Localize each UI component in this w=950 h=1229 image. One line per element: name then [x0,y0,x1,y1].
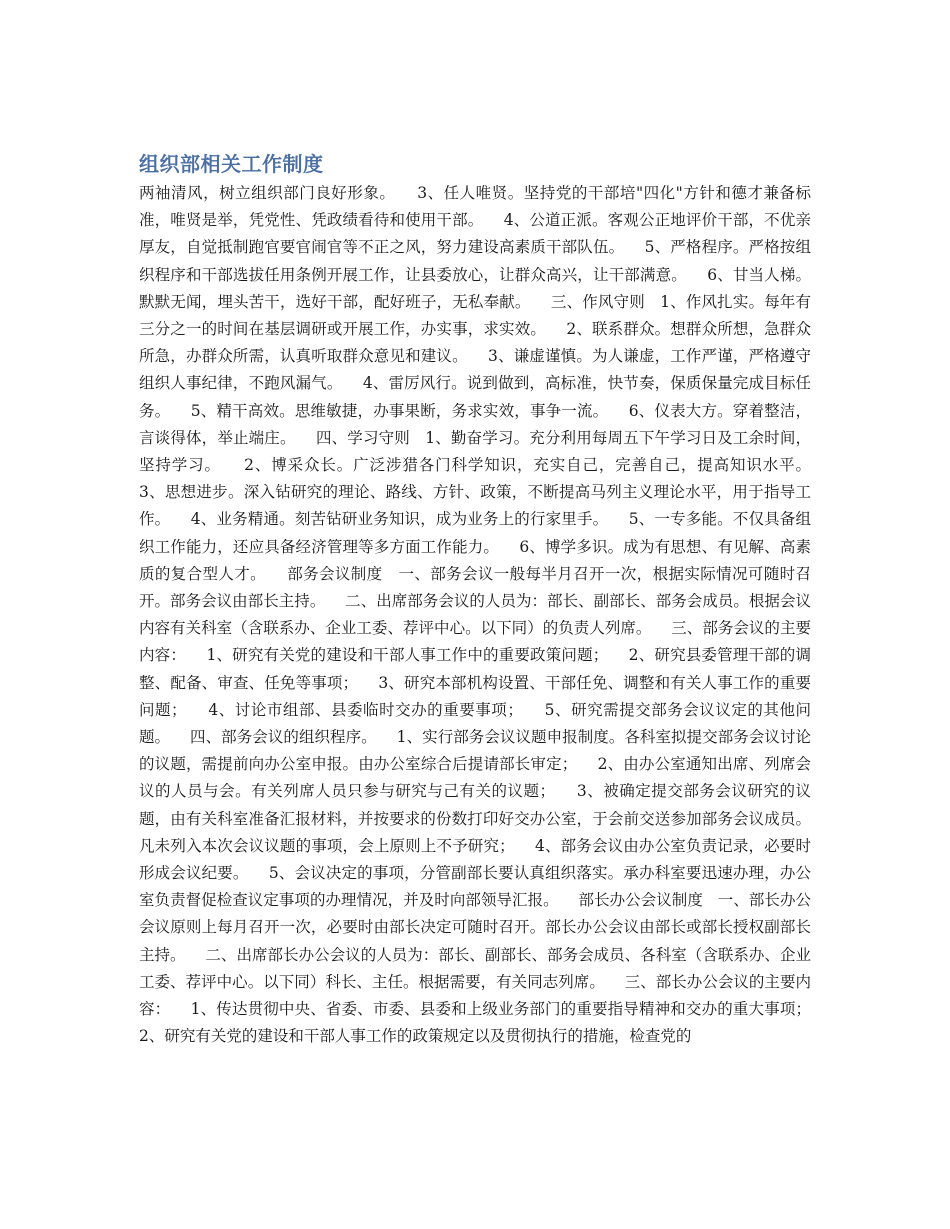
document-title: 组织部相关工作制度 [139,152,324,176]
document-body-text: 两袖清风，树立组织部门良好形象。 3、任人唯贤。坚持党的干部培"四化"方针和德才兼备标准，唯贤是举，凭党性、凭政绩看待和使用干部。 4、公道正派。客观公正地评价干部，不优亲厚友，自觉抵制跑官要官闹官等不正之风，努力建设高素质干部队伍。 5、严格程序。严格按组织程序和干部选拔任用条例开展工作，让县委放心，让群众高兴，让干部满意。 6、甘当人梯。默默无闻，埋头苦干，选好干部，配好班子，无私奉献。 三、作风守则 1、作风扎实。每年有三分之一的时间在基层调研或开展工作，办实事，求实效。 2、联系群众。想群众所想，急群众所急，办群众所需，认真听取群众意见和建议。 3、谦虚谨慎。为人谦虚，工作严谨，严格遵守组织人事纪律，不跑风漏气。 4、雷厉风行。说到做到，高标准，快节奏，保质保量完成目标任务。 5、精干高效。思维敏捷，办事果断，务求实效，事争一流。 6、仪表大方。穿着整洁，言谈得体，举止端庄。 四、学习守则 1、勤奋学习。充分利用每周五下午学习日及工余时间，坚持学习。 2、博采众长。广泛涉猎各门科学知识，充实自己，完善自己，提高知识水平。 3、思想进步。深入钻研究的理论、路线、方针、政策，不断提高马列主义理论水平，用于指导工作。 4、业务精通。刻苦钻研业务知识，成为业务上的行家里手。 5、一专多能。不仅具备组织工作能力，还应具备经济管理等多方面工作能力。 6、博学多识。成为有思想、有见解、高素质的复合型人才。 部务会议制度 一、部务会议一般每半月召开一次，根据实际情况可随时召开。部务会议由部长主持。 二、出席部务会议的人员为：部长、副部长、部务会成员。根据会议内容有关科室（含联系办、企业工委、荐评中心。以下同）的负责人列席。 三、部务会议的主要内容： 1、研究有关党的建设和干部人事工作中的重要政策问题； 2、研究县委管理干部的调整、配备、审查、任免等事项； 3、研究本部机构设置、干部任免、调整和有关人事工作的重要问题； 4、讨论市组部、县委临时交办的重要事项； 5、研究需提交部务会议议定的其他问题。 四、部务会议的组织程序。 1、实行部务会议议题申报制度。各科室拟提交部务会议讨论的议题，需提前向办公室申报。由办公室综合后提请部长审定； 2、由办公室通知出席、列席会议的人员与会。有关列席人员只参与研究与己有关的议题； 3、被确定提交部务会议研究的议题，由有关科室准备汇报材料，并按要求的份数打印好交办公室，于会前交送参加部务会议成员。凡未列入本次会议议题的事项，会上原则上不予研究； 4、部务会议由办公室负责记录，必要时形成会议纪要。 5、会议决定的事项，分管副部长要认真组织落实。承办科室要迅速办理，办公室负责督促检查议定事项的办理情况，并及时向部领导汇报。 部长办公会议制度 一、部长办公会议原则上每月召开一次，必要时由部长决定可随时召开。部长办公会议由部长或部长授权副部长主持。 二、出席部长办公会议的人员为：部长、副部长、部务会成员、各科室（含联系办、企业工委、荐评中心。以下同）科长、主任。根据需要，有关同志列席。 三、部长办公会议的主要内容： 1、传达贯彻中央、省委、市委、县委和上级业务部门的重要指导精神和交办的重大事项； 2、研究有关党的建设和干部人事工作的政策规定以及贯彻执行的措施，检查党的 [139,184,831,1046]
